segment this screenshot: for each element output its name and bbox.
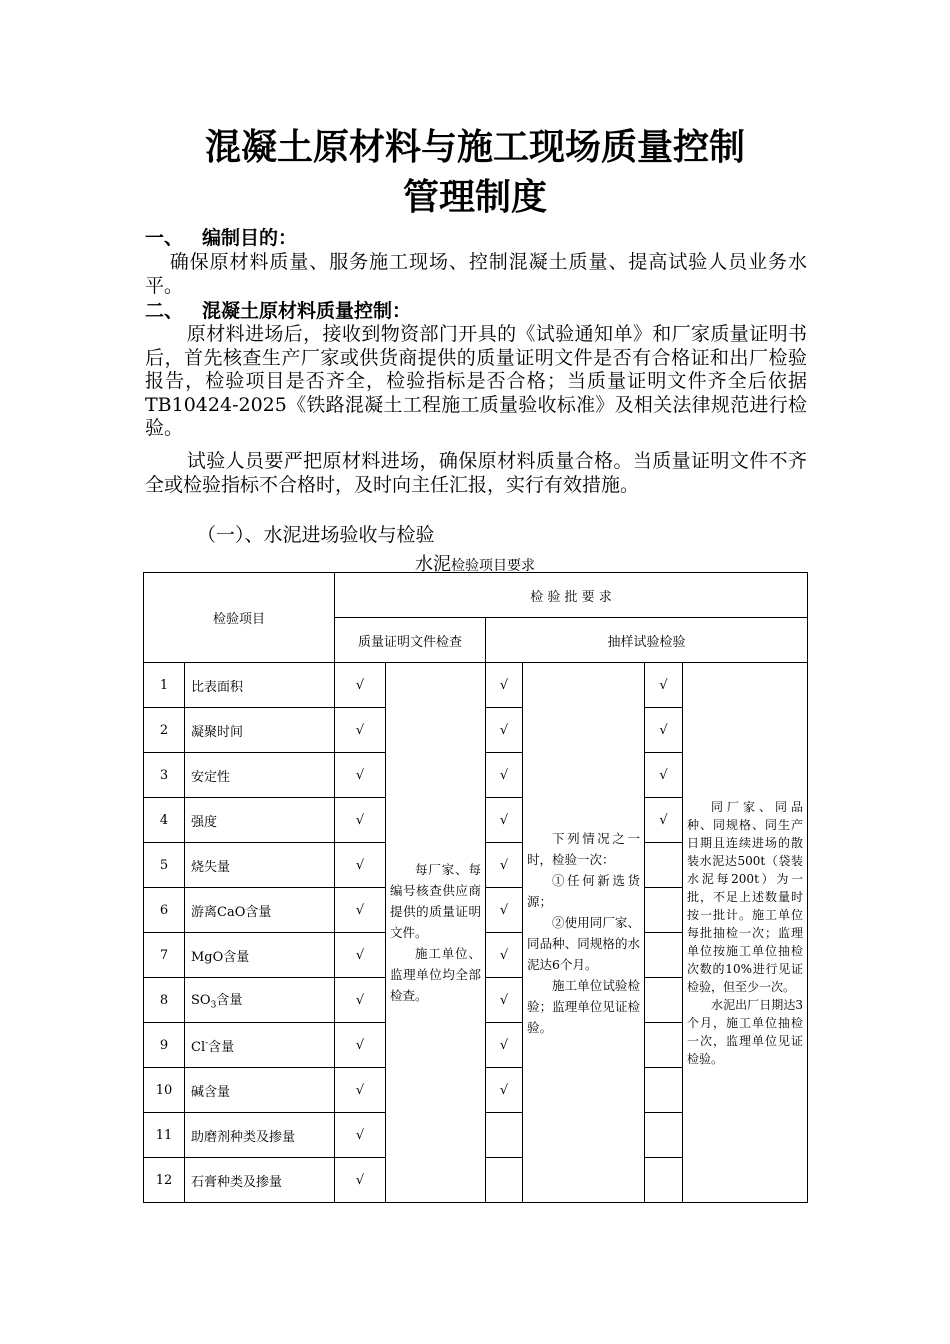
row-number: 12	[144, 1158, 185, 1203]
doc-check-text-2: 施工单位、监理单位均全部检查。	[390, 946, 482, 1003]
row-number: 3	[144, 753, 185, 798]
header-document-check: 质量证明文件检查	[335, 618, 486, 663]
row-number: 7	[144, 933, 185, 978]
batch-check-mark	[645, 1113, 683, 1158]
doc-check-mark: √	[335, 1113, 386, 1158]
batch-check-mark	[645, 1023, 683, 1068]
batch-check-mark: √	[645, 663, 683, 708]
cement-subsection-title: （一）、水泥进场验收与检验	[197, 524, 435, 546]
row-item-name	[185, 1023, 335, 1068]
item-name-superscript: -	[205, 1038, 209, 1049]
batch-check-mark	[645, 1158, 683, 1203]
sample-condition-description	[523, 663, 645, 1203]
doc-check-mark: √	[335, 753, 386, 798]
row-number: 4	[144, 798, 185, 843]
sample-check-mark	[486, 1113, 523, 1158]
table-caption-main: 水泥	[415, 554, 451, 575]
row-item-name: 碱含量	[185, 1068, 335, 1113]
section1-heading	[145, 226, 297, 250]
doc-check-mark: √	[335, 978, 386, 1023]
row-item-name: 游离CaO含量	[185, 888, 335, 933]
section2-paragraph-1: 原材料进场后，接收到物资部门开具的《试验通知单》和厂家质量证明书后，首先核查生产厂家或供货商提供的质量证明文件是否有合格证和出厂检验报告，检验项目是否齐全，检验指标是否合格；当质量证明文件齐全后依据TB10424-2025《铁路混凝土工程施工质量验收标准》及相关法律规范进行检验。	[145, 323, 807, 439]
row-number: 6	[144, 888, 185, 933]
row-number: 11	[144, 1113, 185, 1158]
doc-check-description	[386, 663, 486, 1203]
row-item-name: 比表面积	[185, 663, 335, 708]
section1-text: 确保原材料质量、服务施工现场、控制混凝土质量、提高试验人员业务水平。	[145, 251, 807, 297]
sample-check-mark: √	[486, 1068, 523, 1113]
page-title-line2: 管理制度	[402, 177, 547, 218]
header-batch-requirement: 检 验 批 要 求	[335, 573, 808, 618]
item-name-prefix: SO	[191, 993, 211, 1009]
batch-check-mark: √	[645, 798, 683, 843]
item-name-prefix: Cl	[191, 1039, 206, 1055]
batch-check-mark: √	[645, 708, 683, 753]
row-item-name	[185, 978, 335, 1023]
batch-check-mark	[645, 933, 683, 978]
doc-check-mark: √	[335, 798, 386, 843]
row-item-name: 助磨剂种类及掺量	[185, 1113, 335, 1158]
sample-check-mark: √	[486, 843, 523, 888]
sample-check-mark: √	[486, 933, 523, 978]
row-number: 2	[144, 708, 185, 753]
batch-check-mark	[645, 978, 683, 1023]
batch-check-mark	[645, 843, 683, 888]
item-name-suffix: 含量	[216, 993, 243, 1009]
doc-check-mark: √	[335, 933, 386, 978]
section2-paragraph-2: 试验人员要严把原材料进场，确保原材料质量合格。当质量证明文件不齐全或检验指标不合格时，及时向主任汇报，实行有效措施。	[145, 450, 807, 496]
sample-check-mark	[486, 1158, 523, 1203]
batch-rule-description	[683, 663, 808, 1203]
sample-check-mark: √	[486, 978, 523, 1023]
batch-check-mark: √	[645, 753, 683, 798]
row-item-name: 安定性	[185, 753, 335, 798]
cement-inspection-table	[143, 572, 808, 1203]
header-inspection-item: 检验项目	[144, 573, 335, 663]
sample-check-mark: √	[486, 663, 523, 708]
row-item-name: MgO含量	[185, 933, 335, 978]
section2-heading	[145, 299, 411, 323]
section2-number: 二、	[145, 300, 184, 322]
doc-check-text-1: 每厂家、每编号核查供应商提供的质量证明文件。	[390, 862, 482, 940]
row-item-name: 烧失量	[185, 843, 335, 888]
sample-check-mark: √	[486, 708, 523, 753]
batch-rule-text-2: 水泥出厂日期达3个月，施工单位抽检一次，监理单位见证检验。	[687, 997, 804, 1066]
section2-title: 混凝土原材料质量控制：	[202, 300, 412, 322]
item-name-subscript: 3	[210, 1000, 217, 1011]
sample-condition-text-4: 施工单位试验检验；监理单位见证检验。	[527, 977, 641, 1035]
table-caption-sub: 检验项目要求	[451, 558, 535, 574]
row-number: 5	[144, 843, 185, 888]
row-number: 1	[144, 663, 185, 708]
doc-check-mark: √	[335, 708, 386, 753]
section1-title: 编制目的：	[202, 227, 298, 249]
page-title-line1: 混凝土原材料与施工现场质量控制	[204, 127, 745, 168]
doc-check-mark: √	[335, 1023, 386, 1068]
row-number: 8	[144, 978, 185, 1023]
sample-condition-text-1: 下列情况之一时，检验一次：	[527, 830, 641, 867]
item-name-suffix: 含量	[208, 1039, 235, 1055]
doc-check-mark: √	[335, 1068, 386, 1113]
sample-condition-text-3: ②使用同厂家、同品种、同规格的水泥达6个月。	[527, 914, 641, 972]
sample-check-mark: √	[486, 798, 523, 843]
sample-condition-text-2: ①任何新选货源；	[527, 872, 641, 909]
section1-number: 一、	[145, 227, 184, 249]
row-item-name: 凝聚时间	[185, 708, 335, 753]
batch-check-mark	[645, 888, 683, 933]
row-item-name: 强度	[185, 798, 335, 843]
header-sampling-test: 抽样试验检验	[486, 618, 808, 663]
sample-check-mark: √	[486, 1023, 523, 1068]
sample-check-mark: √	[486, 753, 523, 798]
row-number: 9	[144, 1023, 185, 1068]
doc-check-mark: √	[335, 663, 386, 708]
batch-rule-text-1: 同厂家、同品种、同规格、同生产日期且连续进场的散装水泥达500t（袋装水泥每200t）为一批，不足上述数量时按一批计。施工单位每批抽检一次；监理单位按施工单位抽检次数的10%进行见证检验，但至少一次。	[687, 799, 804, 994]
doc-check-mark: √	[335, 843, 386, 888]
table-row	[144, 663, 808, 708]
sample-check-mark: √	[486, 888, 523, 933]
row-item-name: 石膏种类及掺量	[185, 1158, 335, 1203]
batch-check-mark	[645, 1068, 683, 1113]
doc-check-mark: √	[335, 1158, 386, 1203]
row-number: 10	[144, 1068, 185, 1113]
doc-check-mark: √	[335, 888, 386, 933]
